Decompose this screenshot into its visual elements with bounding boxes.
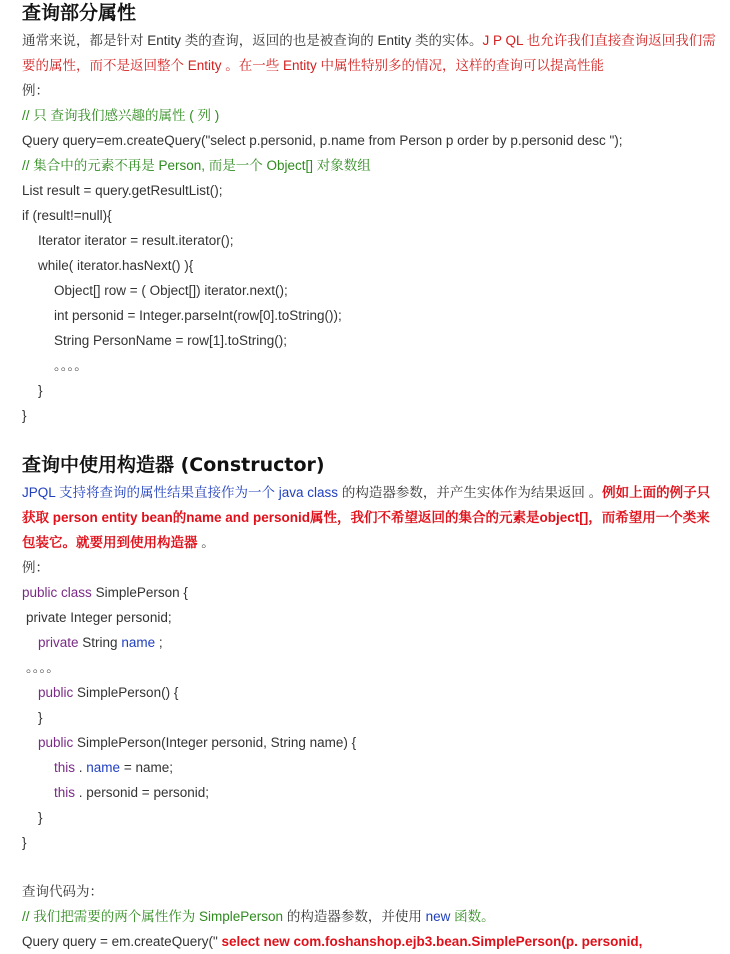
code-block-2 <box>22 580 718 855</box>
code-comment-line <box>22 904 718 929</box>
code-line: private Integer personid; <box>26 610 172 625</box>
code-block-1 <box>22 103 718 428</box>
field-name: name <box>121 635 156 650</box>
intro-highlight-text: J P QL 也允许我们直接查询返回我们需要的属性，而不是返回整个 Entity 。在一些 Entity 中属性特别多的情况，这样的查询可以提高性能 <box>22 33 716 73</box>
code-line: 。。。。 <box>26 660 60 675</box>
code-line <box>22 580 718 605</box>
intro-blue-java-class: java class <box>278 485 339 500</box>
code-line: } <box>22 835 27 850</box>
code-line: Query query=em.createQuery("select p.personid, p.name from Person p order by p.personid desc "); <box>22 133 623 148</box>
keyword: this <box>54 760 76 775</box>
code-line <box>22 680 718 705</box>
code-highlight: select new com.foshanshop.ejb3.bean.SimplePerson(p. personid, <box>217 934 643 949</box>
intro-red-bold-text: 例如上面的例子只获取 person entity bean的name and personid属性，我们不希望返回的集合的元素是object[]，而希望用一个类来包装它。就要用到使用构造器 <box>22 485 711 550</box>
code-line: String PersonName = row[1].toString(); <box>54 333 287 348</box>
code-line: } <box>22 408 27 423</box>
code-line: } <box>38 383 43 398</box>
keyword: new <box>421 909 451 924</box>
section1-intro <box>22 28 718 78</box>
code-text: = name; <box>120 760 173 775</box>
code-text: . personid = personid; <box>75 785 209 800</box>
keyword: private <box>38 635 79 650</box>
code-line: int personid = Integer.parseInt(row[0].toString()); <box>54 308 342 323</box>
code-line: 。。。。 <box>54 358 88 373</box>
intro-black-text: 的构造器参数，并产生实体作为结果返回 。 <box>338 485 603 500</box>
field-name: name <box>86 760 121 775</box>
code-comment: // 只 查询我们感兴趣的属性 ( 列 ) <box>22 108 220 123</box>
code-line <box>22 630 718 655</box>
code-text: Query query = em.createQuery(" <box>22 934 218 949</box>
code-line <box>22 929 718 954</box>
code-comment: // 集合中的元素不再是 Person, 而是一个 Object[] 对象数组 <box>22 158 371 173</box>
code-text: 的构造器参数，并使用 <box>283 909 422 924</box>
article-body <box>22 0 718 954</box>
code-line: Object[] row = ( Object[]) iterator.next(); <box>54 283 288 298</box>
code-line <box>22 730 718 755</box>
code-text: SimplePerson { <box>91 585 188 600</box>
example-label: 例： <box>22 83 49 98</box>
intro-text: 通常来说，都是针对 Entity 类的查询，返回的也是被查询的 Entity 类的实体。 <box>22 33 483 48</box>
section-title-constructor: 查询中使用构造器 (Constructor) <box>22 454 325 476</box>
code-line <box>22 780 718 805</box>
section-title-partial-attributes: 查询部分属性 <box>22 2 137 24</box>
code-text: SimplePerson() { <box>73 685 179 700</box>
code-line: } <box>38 810 43 825</box>
keyword: class <box>61 585 92 600</box>
example-label: 例： <box>22 560 49 575</box>
code-comment: 函数。 <box>450 909 495 924</box>
code-comment: SimplePerson <box>195 909 284 924</box>
code-text: . <box>75 760 87 775</box>
code-text: ; <box>155 635 163 650</box>
code-line: if (result!=null){ <box>22 208 112 223</box>
code-line: } <box>38 710 43 725</box>
keyword: public <box>22 585 58 600</box>
intro-blue-text: JPQL 支持将查询的属性结果直接作为一个 <box>22 485 276 500</box>
keyword: public <box>38 735 74 750</box>
intro-end: 。 <box>197 535 215 550</box>
code-line: Iterator iterator = result.iterator(); <box>38 233 234 248</box>
query-code-label: 查询代码为： <box>22 884 103 899</box>
code-comment: // 我们把需要的两个属性作为 <box>22 909 196 924</box>
code-text: SimplePerson(Integer personid, String name) { <box>73 735 357 750</box>
code-line <box>22 755 718 780</box>
keyword: public <box>38 685 74 700</box>
code-text: String <box>78 635 122 650</box>
section2-intro <box>22 480 718 555</box>
code-line: while( iterator.hasNext() ){ <box>38 258 194 273</box>
keyword: this <box>54 785 76 800</box>
code-line: List result = query.getResultList(); <box>22 183 223 198</box>
